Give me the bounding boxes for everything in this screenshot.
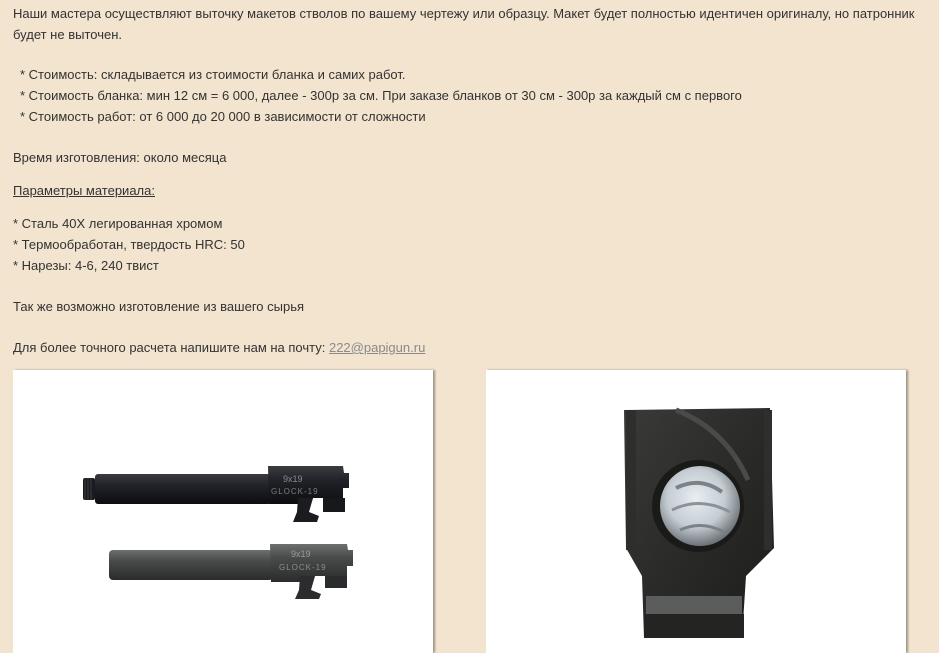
cost-item-total: * Стоимость: складывается из стоимости бланка и самих работ. [20,67,406,82]
bottom-barrel [109,544,353,599]
material-list [13,213,939,276]
top-engraving-1: 9x19 [283,474,303,484]
top-engraving-2: GLOCK-19 [271,487,319,496]
bottom-engraving-1: 9x19 [291,549,311,559]
email-link[interactable]: 222@papigun.ru [328,340,426,355]
chamber-photo[interactable] [486,370,906,653]
lead-time: Время изготовления: около месяца [13,150,227,165]
chamber-block [624,408,774,638]
material-item-steel: * Сталь 40Х легированная хромом [13,216,223,231]
chamber-image [486,370,906,653]
material-heading: Параметры материала: [13,183,155,198]
material-item-rifling: * Нарезы: 4-6, 240 твист [13,258,159,273]
barrels-photo[interactable] [13,370,433,653]
raw-material-note: Так же возможно изготовление из вашего сырья [13,299,305,314]
contact-text: Для более точного расчета напишите нам на почту: [13,340,329,355]
cost-item-work: * Стоимость работ: от 6 000 до 20 000 в зависимости от сложности [20,109,426,124]
intro-paragraph [13,3,939,45]
cost-list [20,64,939,127]
intro-line-2: будет не выточен. [13,27,122,42]
barrels-image [13,370,433,653]
contact-line [13,337,939,358]
cost-item-blank: * Стоимость бланка: мин 12 см = 6 000, далее - 300р за см. При заказе бланков от 30 см - 300р за каждый см с первого [20,88,742,103]
material-item-hardness: * Термообработан, твердость HRC: 50 [13,237,245,252]
top-barrel [83,466,349,522]
bottom-engraving-2: GLOCK-19 [279,563,327,572]
main-content [13,0,939,358]
intro-line-1: Наши мастера осуществляют выточку макетов стволов по вашему чертежу или образцу. Макет будет полностью идентичен оригиналу, но патронник [13,6,915,21]
